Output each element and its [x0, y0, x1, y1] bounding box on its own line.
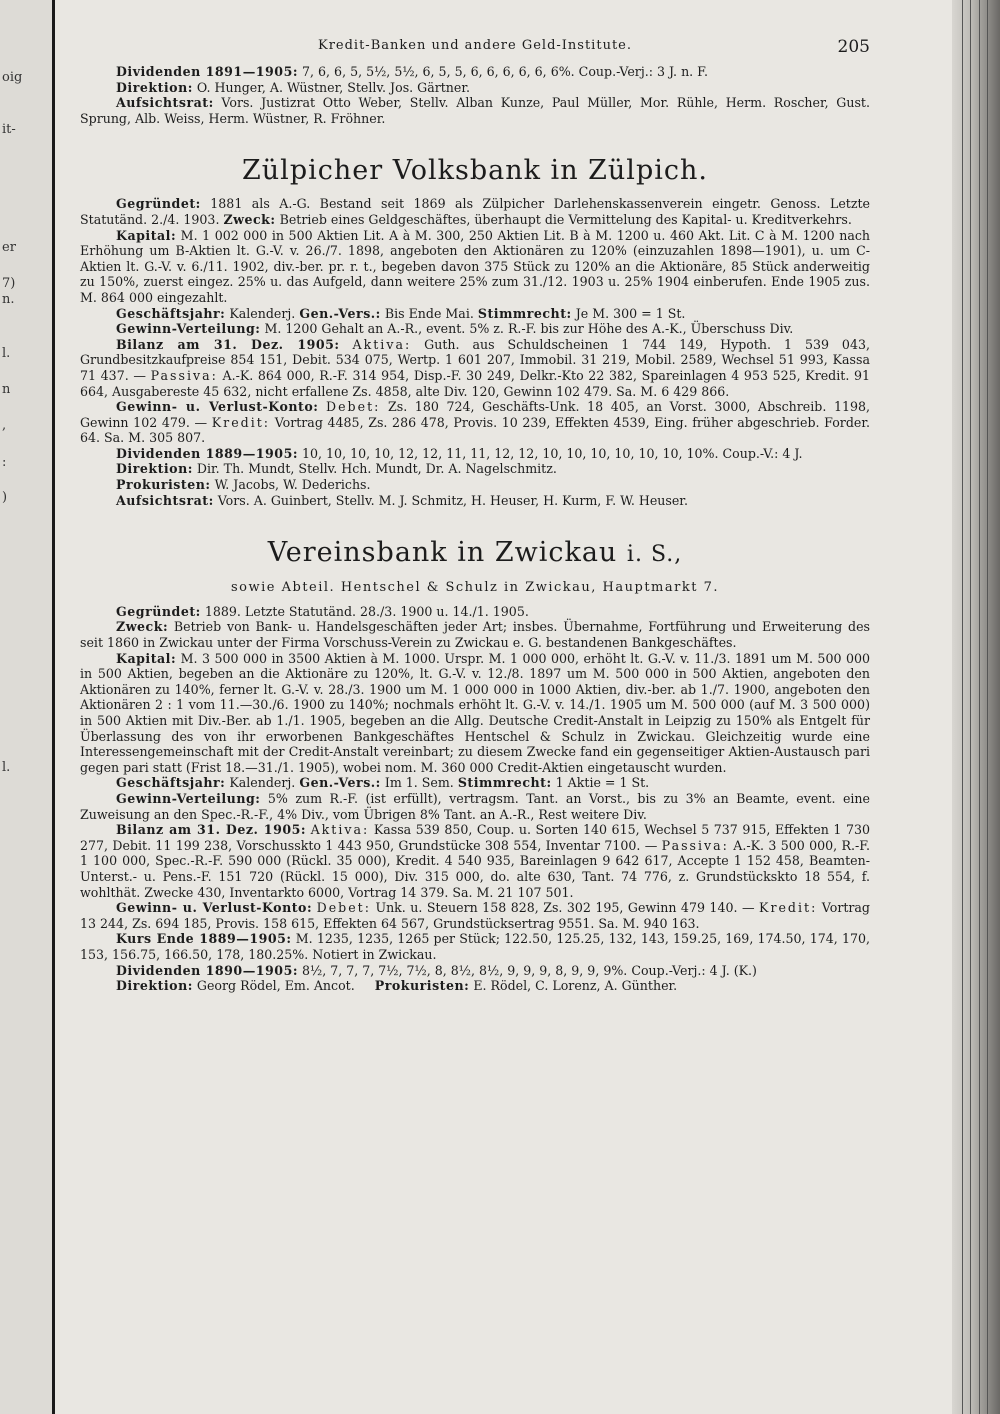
- zwickau-entry: [80, 604, 870, 994]
- label: Zweck:: [223, 211, 276, 227]
- value: Vors. Justizrat Otto Weber, Stellv. Alban Kunze, Paul Müller, Mor. Rühle, Herm. Roscher, Gust. Sprung, Alb. Weiss, Herm. Wüstner, R. Fröhner.: [80, 95, 870, 126]
- value: A.-K. 864 000, R.-F. 314 954, Disp.-F. 30 249, Delkr.-Kto 22 382, Spareinlagen 4 953 525, Kredit. 91 664, Ausgabereste 45 632, nicht erfallene Zs. 4858, alte Div. 120, Gewinn 102 479. Sa. M. 6 429 866.: [80, 367, 870, 399]
- value: Vortrag 4485, Zs. 286 478, Provis. 10 239, Effekten 4539, Eing. früher abgeschrieb. Forder. 64. Sa. M. 305 807.: [80, 414, 870, 446]
- value: Je M. 300 = 1 St.: [575, 305, 686, 321]
- zuelpich-entry: [80, 196, 870, 508]
- margin-fragment: n.: [2, 292, 15, 307]
- label: Aktiva:: [310, 822, 370, 838]
- value: M. 1200 Gehalt an A.-R., event. 5% z. R.-F. bis zur Höhe des A.-K., Überschuss Div.: [264, 321, 794, 337]
- label: Bilanz am 31. Dez. 1905:: [116, 336, 340, 352]
- label: Gewinn-Verteilung:: [116, 321, 261, 337]
- margin-fragment: oig: [2, 70, 23, 85]
- label: Gewinn- u. Verlust-Konto:: [116, 399, 319, 415]
- value: Kalenderj.: [229, 775, 296, 791]
- left-page-edge: [0, 0, 55, 1414]
- value: 1 Aktie = 1 St.: [555, 775, 650, 791]
- margin-fragment: er: [2, 240, 16, 255]
- label: Prokuristen:: [374, 978, 470, 994]
- right-page-edge: [952, 0, 1000, 1414]
- label: Gewinn- u. Verlust-Konto:: [116, 900, 313, 916]
- label: Stimmrecht:: [477, 305, 572, 321]
- margin-fragment: ): [2, 490, 8, 505]
- value: Dir. Th. Mundt, Stellv. Hch. Mundt, Dr. A. Nagelschmitz.: [196, 461, 557, 477]
- value: M. 3 500 000 in 3500 Aktien à M. 1000. Urspr. M. 1 000 000, erhöht lt. G.-V. v. 11./3. 1891 um M. 500 000 in 500 Aktien, begeben an die Aktionäre zu 120%, lt. G.-V. v. 12./8. 1897 um M. 500 000 in 500 Aktien, angeboten den Aktionären zu 140%, ferner lt. G.-V. v. 28./3. 1900 um M. 1 000 000 in 1000 Aktien, div.-ber. ab 1./7. 1900, angeboten den Aktionären 2 : 1 vom 11.—30./6. 1900 zu 140%; nochmals erhöht lt. G.-V. v. 14./1. 1905 um M. 500 000 (auf M. 3 500 000) in 500 Aktien mit Div.-Ber. ab 1./1. 1905, begeben an die Allg. Deutsche Credit-Anstalt in Leipzig zu 150% als Entgelt für Überlassung des von ihr erworbenen Bankgeschäftes Hentschel & Schulz in Zwickau. Gleichzeitig wurde eine Interessengemeinschaft mit der Credit-Anstalt vereinbart; zu diesem Zwecke fand ein gegenseitiger Aktien-Austausch pari gegen pari statt (Frist 18.—31./1. 1905), wobei nom. M. 360 000 Credit-Aktien eingetauscht wurden.: [80, 650, 870, 775]
- label: Gewinn-Verteilung:: [116, 790, 261, 806]
- margin-fragment: l.: [2, 760, 11, 775]
- value: 8½, 7, 7, 7, 7½, 7½, 8, 8½, 8½, 9, 9, 9, 8, 9, 9, 9%. Coup.-Verj.: 4 J. (K.): [302, 962, 757, 978]
- label: Dividenden 1889—1905:: [116, 445, 298, 461]
- document-page: [80, 38, 870, 994]
- section-title-zwickau: [80, 538, 870, 570]
- label: Prokuristen:: [116, 477, 211, 493]
- label: Gen.-Vers.:: [299, 305, 381, 321]
- value: Georg Rödel, Em. Ancot.: [196, 978, 355, 994]
- value: M. 1 002 000 in 500 Aktien Lit. A à M. 300, 250 Aktien Lit. B à M. 1200 u. 460 Akt. Lit. C à M. 1200 nach Erhöhung um B-Aktien lt. G.-V. v. 26./7. 1898, angeboten den Aktionären zu 120% (einzuzahlen 1898—1901), u. um C-Aktien lt. G.-V. v. 6./11. 1902, div.-ber. pr. r. t., begeben davon 375 Stück zu 120% an die Aktionäre, 85 Stück anderweitig zu 150%, zuerst eingez. 25% u. das Aufgeld, dann weitere 25% zum 31./12. 1903 u. 25% 1904 einberufen. Ende 1905 zus. M. 864 000 eingezahlt.: [80, 227, 870, 305]
- label: Kapital:: [116, 227, 177, 243]
- label: Geschäftsjahr:: [116, 775, 226, 791]
- value: 1889. Letzte Statutänd. 28./3. 1900 u. 14./1. 1905.: [204, 603, 529, 619]
- running-head-title: Kredit-Banken und andere Geld-Institute.: [317, 38, 632, 53]
- label: Direktion:: [116, 79, 193, 95]
- value: Guth. aus Schuldscheinen 1 744 149, Hypoth. 1 539 043, Grundbesitzkaufpreise 854 151, Debit. 534 075, Wertp. 1 601 207, Immobil. 31 219, Mobil. 2589, Wechsel 51 993, Kassa 71 437. —: [80, 336, 870, 383]
- value: Vors. A. Guinbert, Stellv. M. J. Schmitz, H. Heuser, H. Kurm, F. W. Heuser.: [217, 492, 688, 508]
- margin-fragment: 7): [2, 276, 16, 291]
- value: Kalenderj.: [229, 305, 296, 321]
- value: Vortrag 13 244, Zs. 694 185, Provis. 158 615, Effekten 64 567, Grundstücksertrag 9551. Sa. M. 940 163.: [80, 900, 870, 931]
- label: Kapital:: [116, 650, 177, 666]
- label: Aufsichtsrat:: [116, 492, 214, 508]
- label: Dividenden 1891—1905:: [116, 64, 298, 79]
- value: Zs. 180 724, Geschäfts-Unk. 18 405, an Vorst. 3000, Abschreib. 1198, Gewinn 102 479. —: [80, 399, 870, 430]
- label: Gen.-Vers.:: [299, 775, 381, 791]
- value: Kassa 539 850, Coup. u. Sorten 140 615, Wechsel 5 737 915, Effekten 1 730 277, Debit. 11 199 238, Vorschusskto 1 443 950, Grundstücke 308 554, Inventar 7100. —: [80, 822, 870, 853]
- value: M. 1235, 1235, 1265 per Stück; 122.50, 125.25, 132, 143, 159.25, 169, 174.50, 174, 170, 153, 156.75, 166.50, 178, 180.25%. Notiert in Zwickau.: [80, 931, 870, 962]
- value: W. Jacobs, W. Dederichs.: [214, 477, 371, 493]
- top-entry: [80, 64, 870, 126]
- label: Kredit:: [759, 900, 818, 916]
- value: Betrieb eines Geldgeschäftes, überhaupt die Vermittelung des Kapital- u. Kreditverkehrs.: [279, 211, 852, 227]
- value: Bis Ende Mai.: [384, 305, 474, 321]
- value: Betrieb von Bank- u. Handelsgeschäften jeder Art; insbes. Übernahme, Fortführung und Erweiterung des seit 1860 in Zwickau unter der Firma Vorschuss-Verein zu Zwickau e. G. bestandenen Bankgeschäftes.: [80, 619, 870, 651]
- label: Debet:: [316, 900, 371, 916]
- label: Aufsichtsrat:: [116, 95, 214, 111]
- label: Dividenden 1890—1905:: [116, 962, 298, 978]
- value: Im 1. Sem.: [384, 775, 454, 791]
- margin-fragment: :: [2, 455, 7, 470]
- label: Passiva:: [661, 837, 729, 853]
- section-title-main: Vereinsbank in Zwickau: [267, 537, 618, 569]
- running-head: [80, 38, 870, 64]
- section-subtitle: sowie Abteil. Hentschel & Schulz in Zwickau, Hauptmarkt 7.: [231, 580, 719, 596]
- label: Passiva:: [150, 367, 218, 383]
- margin-fragment: l.: [2, 346, 11, 361]
- label: Gegründet:: [116, 603, 201, 619]
- value: O. Hunger, A. Wüstner, Stellv. Jos. Gärtner.: [196, 79, 471, 95]
- label: Debet:: [326, 399, 381, 415]
- label: Aktiva:: [352, 336, 412, 352]
- margin-fragment: n: [2, 382, 11, 397]
- label: Geschäftsjahr:: [116, 305, 226, 321]
- label: Direktion:: [116, 461, 193, 477]
- section-title-suffix: i. S.,: [626, 542, 683, 568]
- value: E. Rödel, C. Lorenz, A. Günther.: [473, 978, 678, 994]
- value: 7, 6, 6, 5, 5½, 5½, 6, 5, 5, 6, 6, 6, 6, 6, 6%. Coup.-Verj.: 3 J. n. F.: [302, 64, 708, 79]
- value: Unk. u. Steuern 158 828, Zs. 302 195, Gewinn 479 140. —: [375, 900, 755, 916]
- label: Zweck:: [116, 619, 169, 635]
- label: Stimmrecht:: [457, 775, 552, 791]
- label: Bilanz am 31. Dez. 1905:: [116, 822, 307, 838]
- value: 1881 als A.-G. Bestand seit 1869 als Zülpicher Darlehenskassenverein eingetr. Genoss. Letzte Statutänd. 2./4. 1903.: [80, 196, 870, 227]
- label: Direktion:: [116, 978, 193, 994]
- value: 5% zum R.-F. (ist erfüllt), vertragsm. Tant. an Vorst., bis zu 3% an Beamte, event. eine Zuweisung an den Spec.-R.-F., 4% Div., vom Übrigen 8% Tant. an A.-R., Rest weitere Div.: [80, 790, 870, 822]
- page-number: 205: [837, 37, 870, 57]
- value: 10, 10, 10, 10, 12, 12, 11, 11, 12, 12, 10, 10, 10, 10, 10, 10, 10%. Coup.-V.: 4 J.: [302, 445, 803, 461]
- value: A.-K. 3 500 000, R.-F. 1 100 000, Spec.-R.-F. 590 000 (Rückl. 35 000), Kredit. 4 540 935, Bareinlagen 9 642 617, Accepte 1 152 458, Beamten-Unterst.- u. Pens.-F. 151 720 (Rückl. 15 000), Div. 315 000, do. alte 630, Tant. 74 776, z. Grundstückskto 18 554, f. wohlthät. Zwecke 430, Inventarkto 6000, Vortrag 14 379. Sa. M. 21 107 501.: [80, 837, 870, 900]
- label: Gegründet:: [116, 196, 201, 212]
- margin-fragment: ,: [2, 418, 7, 433]
- section-title-zuelpich: Zülpicher Volksbank in Zülpich.: [242, 155, 708, 187]
- margin-fragment: it-: [2, 122, 16, 137]
- label: Kredit:: [211, 414, 271, 430]
- label: Kurs Ende 1889—1905:: [116, 931, 292, 947]
